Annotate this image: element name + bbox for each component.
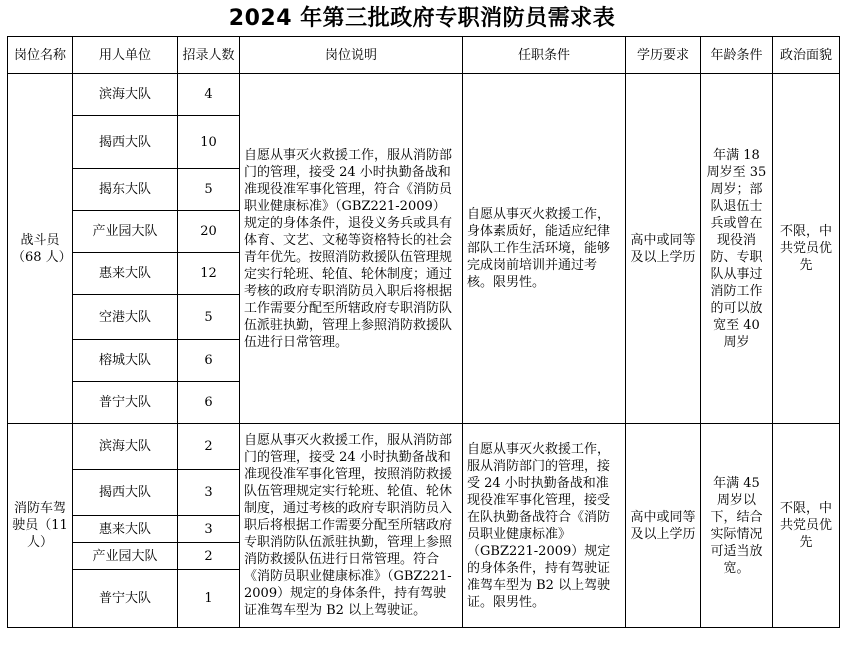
political-requirement: 不限，中共党员优先 (773, 74, 840, 424)
table-header-row (8, 37, 840, 74)
table-row (8, 424, 840, 470)
header-unit: 用人单位 (73, 37, 178, 74)
unit-name: 产业园大队 (73, 543, 178, 570)
page-title: 2024 年第三批政府专职消防员需求表 (228, 6, 616, 31)
position-description: 自愿从事灭火救援工作，服从消防部门的管理，接受 24 小时执勤备战和准现役准军事化管理，按照消防救援队伍管理规定实行轮班、轮值、轮休制度，通过考核的政府专职消防员入职后将根据工作需要分配至所辖政府专职消防队伍派驻执勤，管理上参照消防救援队伍进行日常管理。符合《消防员职业健康标准》（GBZ221-2009）规定的身体条件，持有驾驶证准驾车型为 B2 以上驾驶证。 (240, 424, 463, 628)
unit-name: 产业园大队 (73, 211, 178, 253)
unit-name: 滨海大队 (73, 424, 178, 470)
position-description: 自愿从事灭火救援工作，服从消防部门的管理，接受 24 小时执勤备战和准现役准军事化管理，符合《消防员职业健康标准》（GBZ221-2009）规定的身体条件，退役义务兵或具有体育、文艺、文秘等资格特长的社会青年优先。按照消防救援队伍管理规定实行轮班、轮值、轮休制度；通过考核的政府专职消防员入职后将根据工作需要分配至所辖政府专职消防队伍派驻执勤，管理上参照消防救援队伍进行日常管理。 (240, 74, 463, 424)
header-position: 岗位名称 (8, 37, 73, 74)
header-desc: 岗位说明 (240, 37, 463, 74)
unit-count: 3 (178, 470, 240, 516)
header-political: 政治面貌 (773, 37, 840, 74)
unit-count: 2 (178, 543, 240, 570)
unit-name: 揭西大队 (73, 116, 178, 169)
unit-count: 1 (178, 570, 240, 628)
unit-count: 2 (178, 424, 240, 470)
age-requirement: 年满 45 周岁以下，结合实际情况可适当放宽。 (701, 424, 773, 628)
header-count: 招录人数 (178, 37, 240, 74)
unit-count: 4 (178, 74, 240, 116)
unit-name: 滨海大队 (73, 74, 178, 116)
unit-name: 惠来大队 (73, 516, 178, 543)
unit-name: 揭东大队 (73, 169, 178, 211)
unit-name: 普宁大队 (73, 382, 178, 424)
age-requirement: 年满 18 周岁至 35 周岁；部队退伍士兵或曾在现役消防、专职队从事过消防工作的可以放宽至 40 周岁 (701, 74, 773, 424)
unit-name: 空港大队 (73, 295, 178, 340)
unit-count: 5 (178, 169, 240, 211)
header-edu: 学历要求 (626, 37, 701, 74)
unit-count: 12 (178, 253, 240, 295)
header-age: 年龄条件 (701, 37, 773, 74)
unit-count: 5 (178, 295, 240, 340)
job-requirements: 自愿从事灭火救援工作，服从消防部门的管理，接受 24 小时执勤备战和准现役准军事化管理，接受在队执勤备战符合《消防员职业健康标准》（GBZ221-2009）规定的身体条件，持有驾驶证准驾车型为 B2 以上驾驶证。限男性。 (463, 424, 626, 628)
unit-count: 20 (178, 211, 240, 253)
unit-name: 惠来大队 (73, 253, 178, 295)
table-row (8, 74, 840, 116)
job-requirements: 自愿从事灭火救援工作，身体素质好，能适应纪律部队工作生活环境，能够完成岗前培训并通过考核。限男性。 (463, 74, 626, 424)
education-requirement: 高中或同等及以上学历 (626, 424, 701, 628)
position-fighter: 战斗员（68 人） (8, 74, 73, 424)
unit-count: 6 (178, 382, 240, 424)
header-req: 任职条件 (463, 37, 626, 74)
unit-name: 揭西大队 (73, 470, 178, 516)
unit-name: 普宁大队 (73, 570, 178, 628)
unit-name: 榕城大队 (73, 340, 178, 382)
unit-count: 10 (178, 116, 240, 169)
unit-count: 6 (178, 340, 240, 382)
education-requirement: 高中或同等及以上学历 (626, 74, 701, 424)
position-driver: 消防车驾驶员（11 人） (8, 424, 73, 628)
political-requirement: 不限，中共党员优先 (773, 424, 840, 628)
requirements-table (7, 36, 840, 628)
unit-count: 3 (178, 516, 240, 543)
